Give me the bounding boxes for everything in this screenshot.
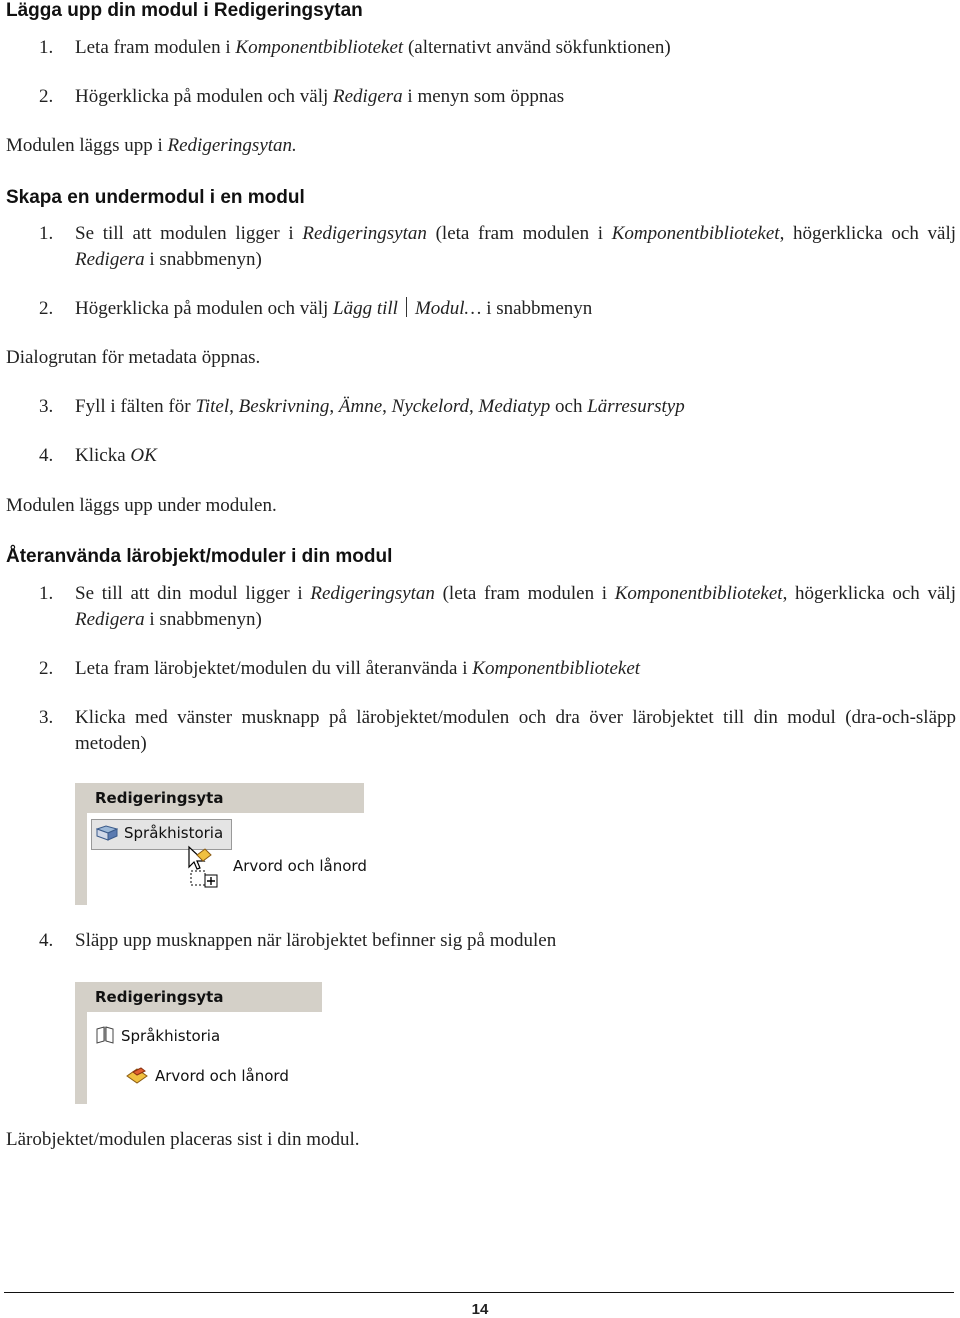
module-label: Språkhistoria bbox=[121, 1027, 221, 1045]
step-number: 4. bbox=[39, 445, 54, 466]
step-number: 4. bbox=[39, 930, 54, 951]
menu-separator bbox=[406, 297, 407, 317]
step-text: Klicka med vänster musknapp på lärobjektet/modulen och dra över lärobjektet till din modul (dra-och-släpp metoden) bbox=[75, 707, 956, 754]
step-number: 3. bbox=[39, 396, 54, 417]
editing-area-screenshot-drag bbox=[75, 783, 367, 905]
step-number: 2. bbox=[39, 298, 54, 319]
drag-cursor-icon bbox=[187, 845, 223, 895]
result-text: Modulen läggs upp i Redigeringsytan. bbox=[6, 135, 297, 156]
section-heading: Skapa en undermodul i en modul bbox=[6, 187, 305, 208]
step-text: Högerklicka på modulen och välj Lägg till Modul… i snabbmenyn bbox=[75, 298, 593, 319]
editing-area-screenshot-result bbox=[75, 982, 322, 1104]
step-text: Högerklicka på modulen och välj Redigera i menyn som öppnas bbox=[75, 86, 565, 107]
result-text: Modulen läggs upp under modulen. bbox=[6, 495, 277, 516]
step-number: 2. bbox=[39, 658, 54, 679]
step-text: Fyll i fälten för Titel, Beskrivning, Ämne, Nyckelord, Mediatyp och Lärresurstyp bbox=[75, 396, 685, 417]
note-text: Dialogrutan för metadata öppnas. bbox=[6, 347, 261, 368]
step-text: Leta fram lärobjektet/modulen du vill återanvända i Komponentbiblioteket bbox=[75, 658, 641, 679]
child-label: Arvord och lånord bbox=[155, 1067, 289, 1085]
module-node bbox=[95, 1026, 220, 1048]
step-text: Se till att din modul ligger i Redigeringsytan (leta fram modulen i Komponentbiblioteket, högerklicka och välj Redigera i snabbmenyn) bbox=[75, 583, 956, 630]
section-heading: Återanvända lärobjekt/moduler i din modul bbox=[6, 546, 393, 567]
panel-header: Redigeringsyta bbox=[75, 982, 322, 1012]
step-number: 3. bbox=[39, 707, 54, 728]
step-number: 1. bbox=[39, 583, 54, 604]
book-icon bbox=[96, 825, 118, 845]
section-heading: Lägga upp din modul i Redigeringsytan bbox=[6, 0, 363, 21]
step-text: Klicka OK bbox=[75, 445, 157, 466]
footer-rule bbox=[4, 1292, 954, 1293]
open-book-icon bbox=[95, 1026, 115, 1048]
step-text: Leta fram modulen i Komponentbiblioteket (alternativt använd sökfunktionen) bbox=[75, 37, 671, 58]
page-number: 14 bbox=[471, 1301, 489, 1318]
panel-header: Redigeringsyta bbox=[75, 783, 364, 813]
step-number: 1. bbox=[39, 37, 54, 58]
step-number: 1. bbox=[39, 223, 54, 244]
result-text: Lärobjektet/modulen placeras sist i din modul. bbox=[6, 1129, 360, 1150]
step-text: Se till att modulen ligger i Redigeringsytan (leta fram modulen i Komponentbiblioteket, högerklicka och välj Redigera i snabbmenyn) bbox=[75, 223, 956, 270]
module-label: Språkhistoria bbox=[124, 824, 224, 842]
child-node bbox=[125, 1066, 289, 1088]
step-number: 2. bbox=[39, 86, 54, 107]
learning-object-icon bbox=[125, 1066, 149, 1088]
step-text: Släpp upp musknappen när lärobjektet befinner sig på modulen bbox=[75, 930, 557, 951]
dragged-item-label: Arvord och lånord bbox=[233, 857, 367, 875]
